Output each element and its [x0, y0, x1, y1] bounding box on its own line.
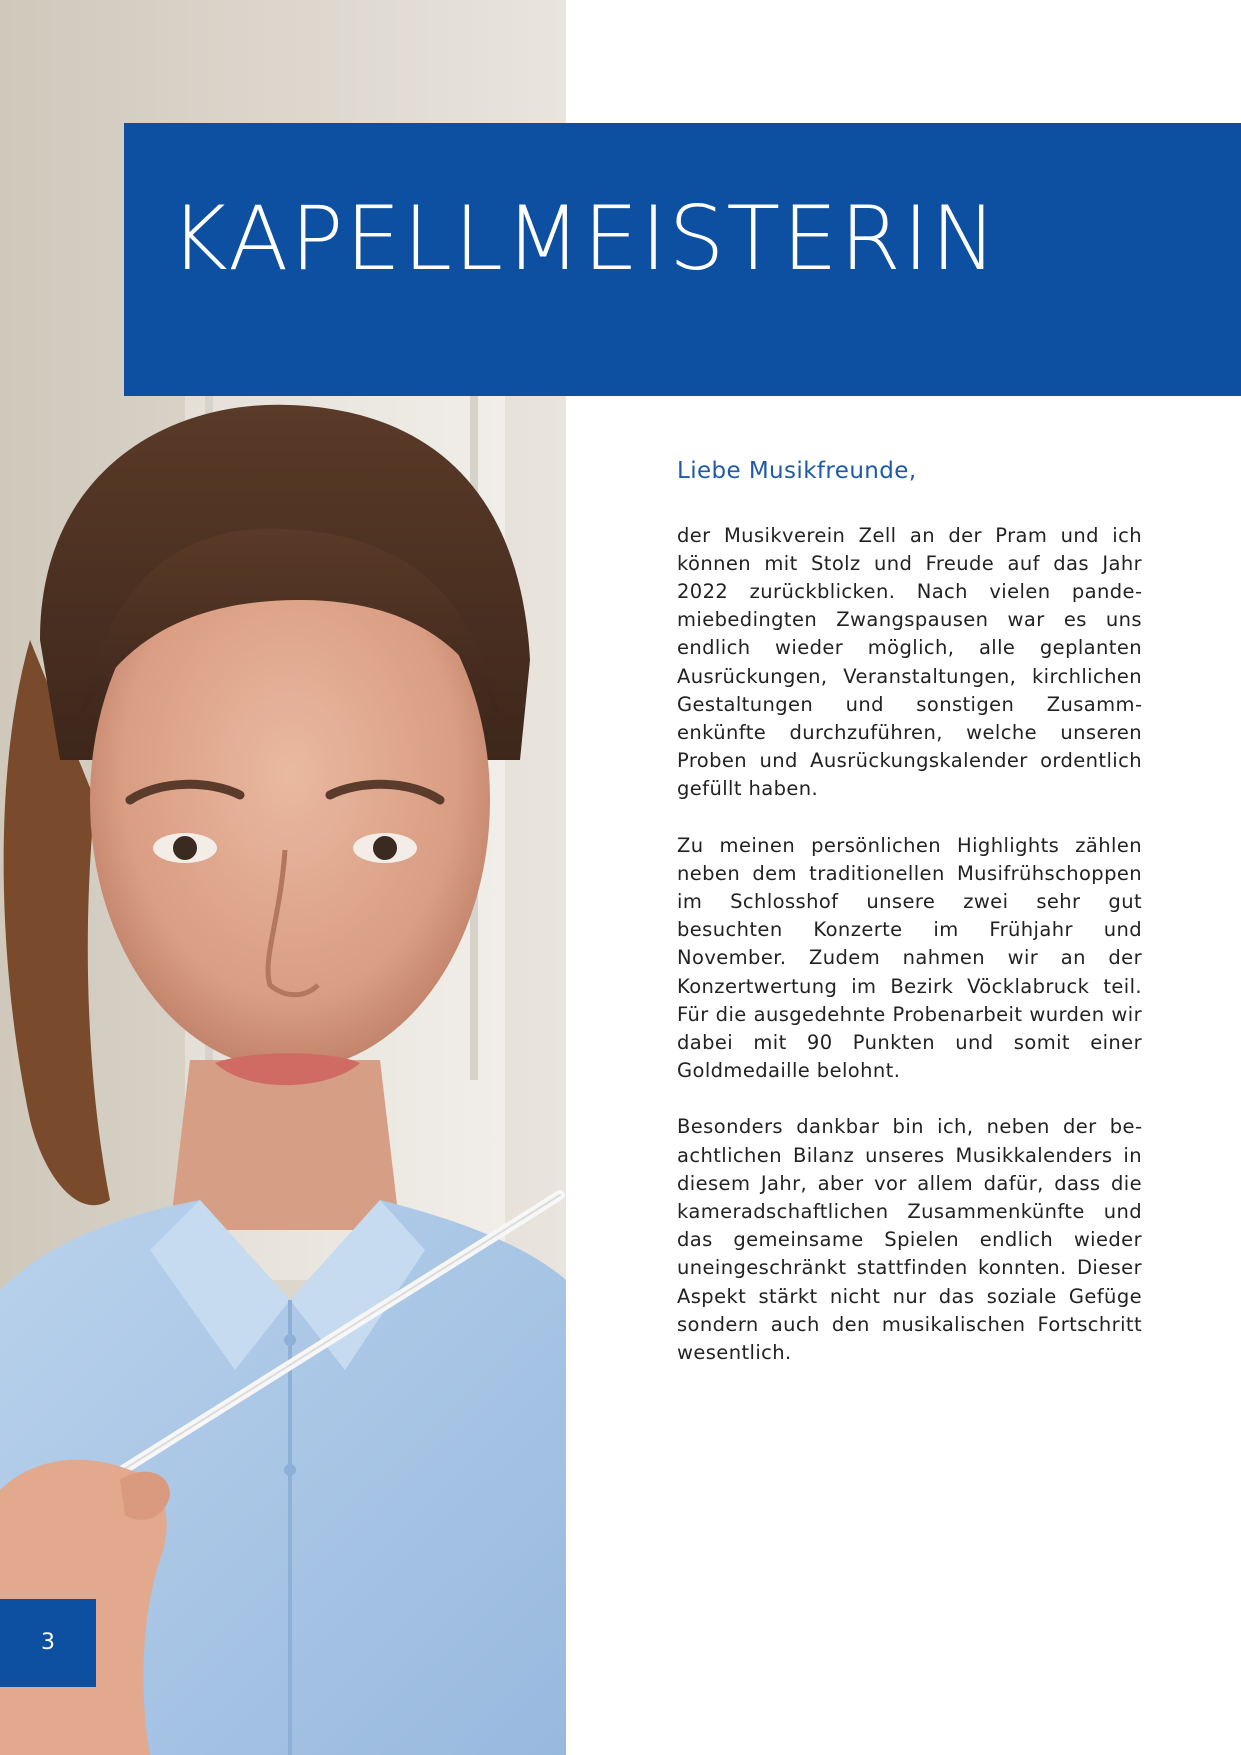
greeting: Liebe Musikfreunde,	[677, 458, 917, 484]
article-paragraph-1: der Musikverein Zell an der Pram und ich können mit Stolz und Freude auf das Jahr 2022 zurückblicken. Nach vielen pandemiebedingten Zwangspausen war es uns endlich wieder möglich, alle geplanten Ausrückungen, Veranstaltungen, kirchlichen Gestaltungen und sonstigen Zusammenkünfte durchzuführen, welche unseren Proben und Ausrückungskalender ordentlich gefüllt haben.	[677, 523, 1142, 801]
article-paragraph-3: Besonders dankbar bin ich, neben der beachtlichen Bilanz unseres Musikkalenders in diesem Jahr, aber vor allem dafür, dass die kameradschaftlichen Zusammenkünfte und das gemeinsame Spielen endlich wieder uneingeschränkt stattfinden konnten. Dieser Aspekt stärkt nicht nur das soziale Gefüge sondern auch den musikalischen Fortschritt wesentlich.	[677, 1115, 1142, 1365]
article-paragraph-2: Zu meinen persönlichen Highlights zählen neben dem traditionellen Musifrühschoppen im Schlosshof unsere zwei sehr gut besuchten Konzerte im Frühjahr und November. Zudem nahmen wir an der Konzertwertung im Bezirk Vöcklabruck teil. Für die ausgedehnte Probenarbeit wurden wir dabei mit 90 Punkten und somit einer Goldmedaille belohnt.	[677, 833, 1142, 1083]
title-banner	[124, 123, 1241, 396]
page-title: KAPELLMEISTERIN	[170, 187, 999, 290]
page-number: 3	[41, 1630, 55, 1655]
page-number-box	[0, 1599, 96, 1687]
article	[677, 458, 1142, 1395]
